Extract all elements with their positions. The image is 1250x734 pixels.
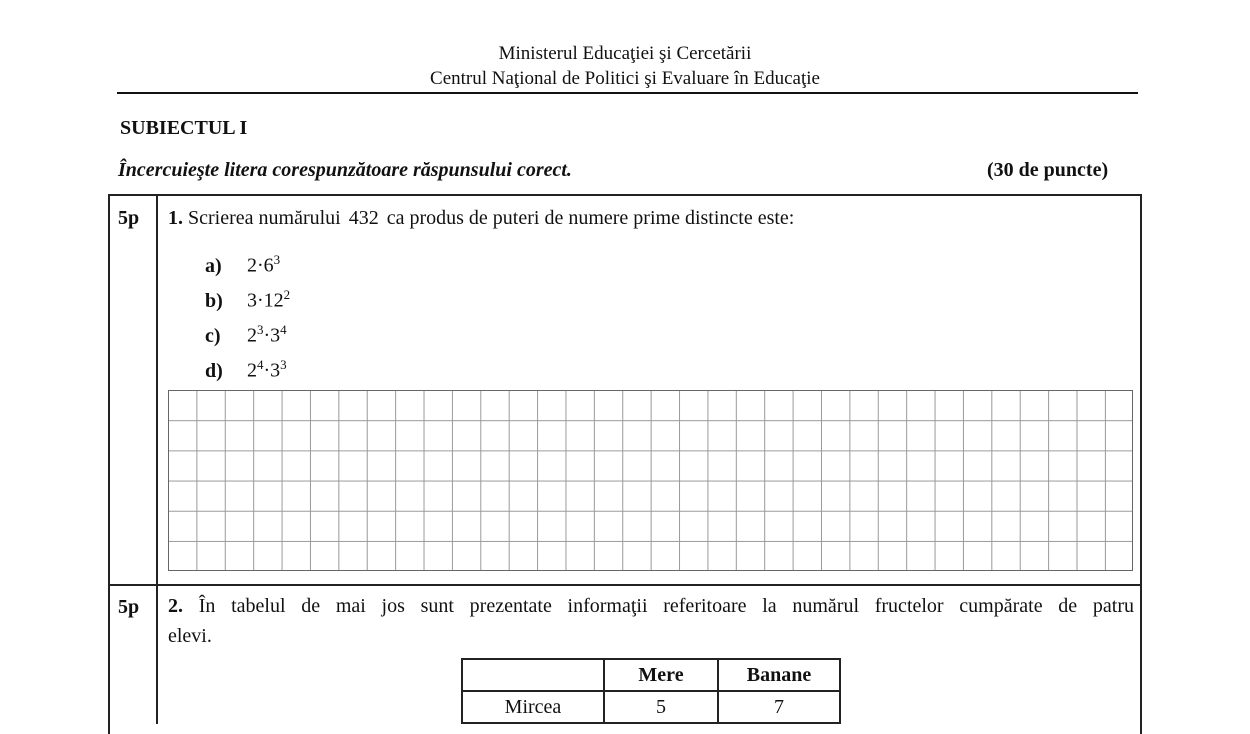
q2-points: 5p bbox=[118, 596, 140, 618]
q1-value: 432 bbox=[348, 207, 379, 229]
header-divider bbox=[117, 92, 1138, 94]
option-exponent: 3 bbox=[257, 322, 264, 337]
q1-points: 5p bbox=[118, 207, 140, 229]
table-header-cell: Banane bbox=[718, 659, 840, 691]
q1-option-a[interactable] bbox=[205, 252, 280, 278]
option-operator: · bbox=[257, 254, 264, 277]
section-points: (30 de puncte) bbox=[987, 159, 1109, 181]
table-row bbox=[462, 691, 840, 723]
question-divider bbox=[108, 584, 1142, 586]
answer-grid[interactable] bbox=[168, 390, 1133, 571]
table-header-cell bbox=[462, 659, 604, 691]
option-base: 3 bbox=[247, 289, 257, 312]
option-base: 2 bbox=[247, 324, 257, 347]
option-exponent: 3 bbox=[273, 252, 281, 267]
ministry-name: Ministerul Educaţiei şi Cercetării bbox=[498, 43, 752, 64]
q1-text-before: Scrierea numărului bbox=[188, 207, 341, 229]
table-cell: 7 bbox=[718, 691, 840, 723]
option-base: 3 bbox=[270, 324, 281, 347]
q2-text-line2: elevi. bbox=[168, 625, 212, 647]
option-operator: · bbox=[263, 359, 271, 382]
table-cell: Mircea bbox=[462, 691, 604, 723]
q1-option-b[interactable] bbox=[205, 287, 290, 313]
points-column-divider bbox=[156, 194, 158, 724]
q2-text-line1 bbox=[168, 591, 1134, 621]
q2-text: În tabelul de mai jos sunt prezentate informaţii referitoare la numărul fructelor cumpărate de patru bbox=[198, 595, 1134, 617]
q1-text bbox=[168, 203, 794, 233]
option-base: 2 bbox=[247, 359, 257, 382]
option-exponent: 2 bbox=[283, 287, 291, 302]
table-cell: 5 bbox=[604, 691, 718, 723]
fruits-table bbox=[461, 658, 841, 724]
option-letter: b) bbox=[205, 289, 223, 312]
option-letter: c) bbox=[205, 324, 221, 347]
option-base: 2 bbox=[247, 254, 257, 277]
instruction-text: Încercuieşte litera corespunzătoare răspunsului corect. bbox=[118, 159, 572, 181]
q1-option-d[interactable] bbox=[205, 357, 287, 383]
q1-number: 1. bbox=[168, 207, 183, 229]
option-exponent: 3 bbox=[280, 357, 287, 372]
option-letter: d) bbox=[205, 359, 223, 382]
option-exponent: 4 bbox=[257, 357, 264, 372]
q1-option-c[interactable] bbox=[205, 322, 287, 348]
option-letter: a) bbox=[205, 254, 222, 277]
center-name: Centrul Naţional de Politici şi Evaluare în Educaţie bbox=[430, 68, 820, 89]
option-base: 3 bbox=[270, 359, 281, 382]
option-operator: · bbox=[263, 324, 271, 347]
q2-number: 2. bbox=[168, 595, 183, 617]
option-base: 12 bbox=[263, 289, 284, 312]
option-operator: · bbox=[257, 289, 264, 312]
table-header-cell: Mere bbox=[604, 659, 718, 691]
option-exponent: 4 bbox=[280, 322, 287, 337]
section-title: SUBIECTUL I bbox=[120, 117, 248, 139]
q1-text-after: ca produs de puteri de numere prime distincte este: bbox=[386, 207, 795, 229]
table-header-row bbox=[462, 659, 840, 691]
option-base: 6 bbox=[263, 254, 274, 277]
